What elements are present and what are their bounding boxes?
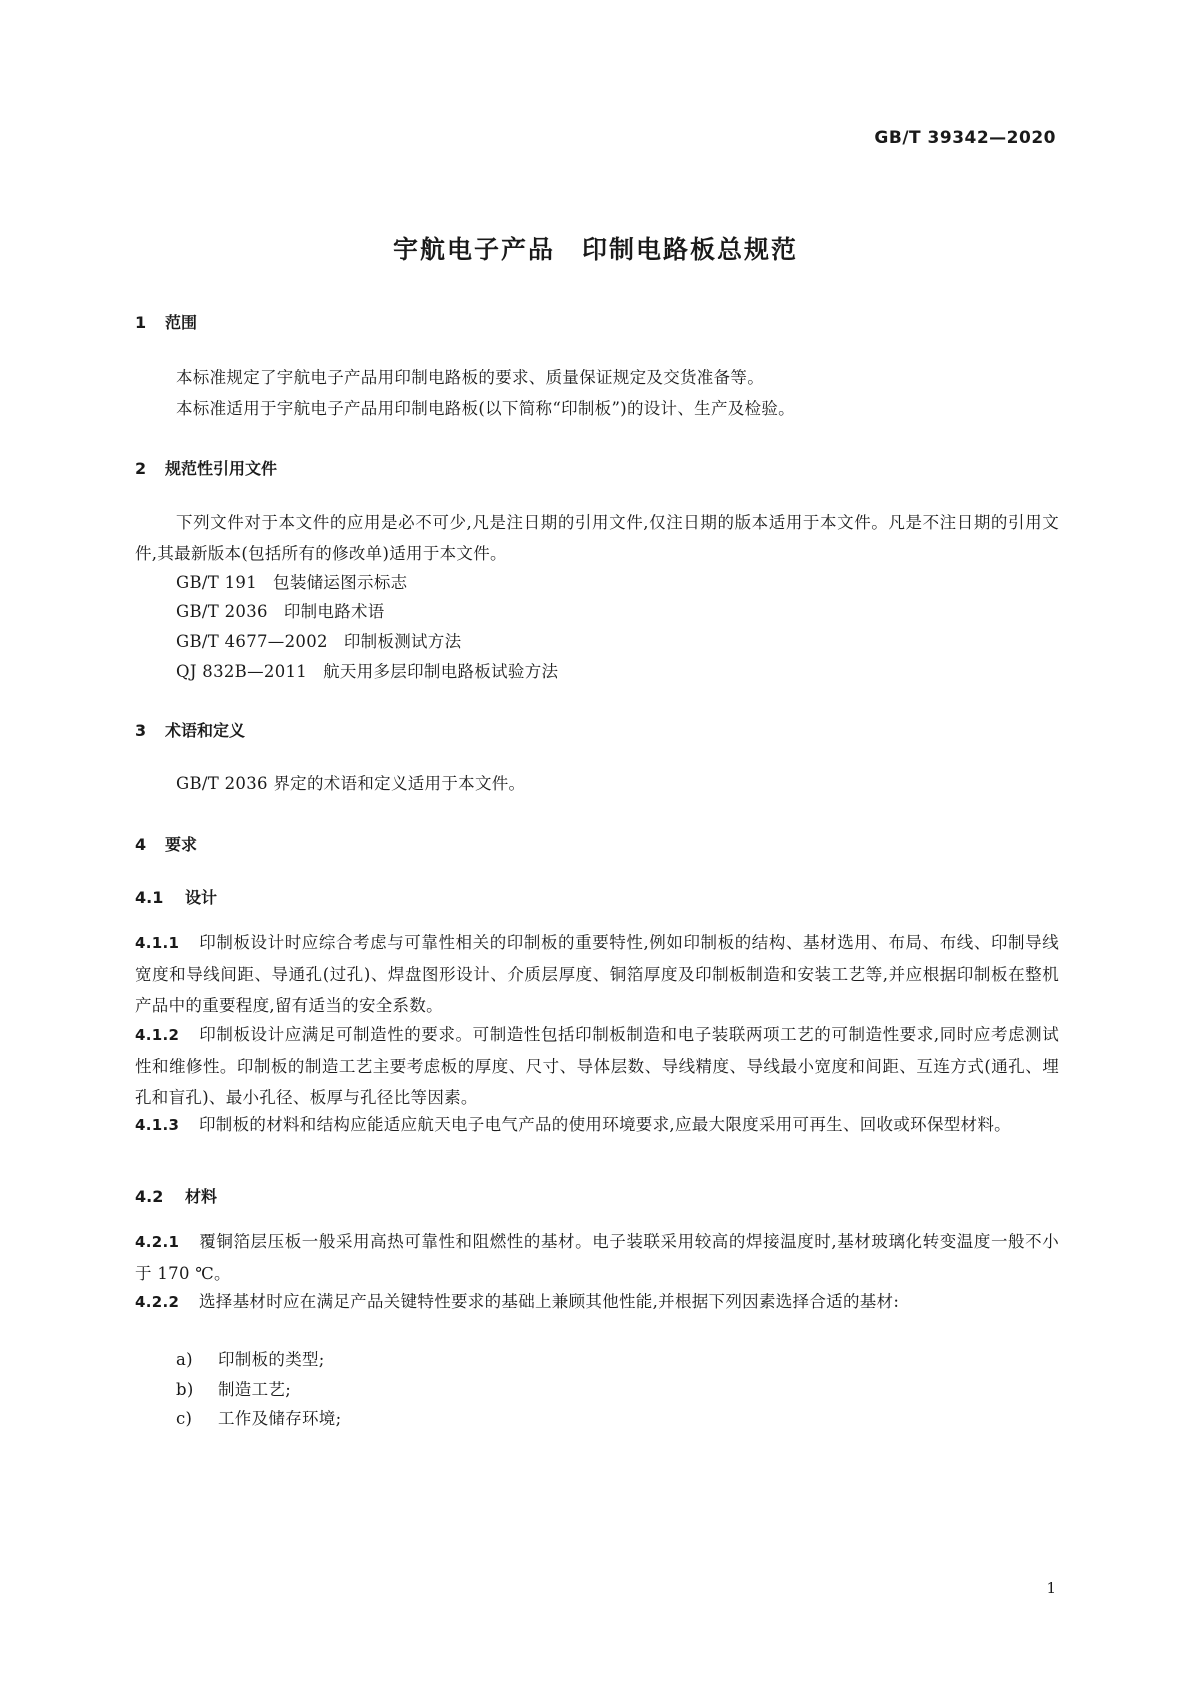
subsection-heading-materials [135, 1184, 217, 1207]
list-marker: c) [176, 1409, 193, 1428]
reference-item [176, 658, 558, 682]
section-number: 4 [135, 835, 147, 854]
subsection-heading-design [135, 885, 217, 908]
reference-code: GB/T 4677—2002 [176, 632, 328, 651]
list-text: 印制板的类型; [218, 1350, 325, 1369]
paragraph: 本标准规定了宇航电子产品用印制电路板的要求、质量保证规定及交货准备等。 [176, 368, 764, 387]
list-text: 工作及储存环境; [218, 1409, 342, 1428]
paragraph: GB/T 2036 界定的术语和定义适用于本文件。 [176, 774, 526, 793]
clause-4-1-2 [135, 1019, 1059, 1113]
section-title: 术语和定义 [165, 721, 246, 740]
subsection-title: 材料 [185, 1187, 218, 1206]
paragraph: 下列文件对于本文件的应用是必不可少,凡是注日期的引用文件,仅注日期的版本适用于本文件。凡是不注日期的引用文件,其最新版本(包括所有的修改单)适用于本文件。 [135, 513, 1059, 563]
section-title: 范围 [165, 313, 198, 332]
reference-title: 包装储运图示标志 [273, 573, 408, 592]
clause-number: 4.1.3 [135, 1116, 180, 1134]
section-title: 要求 [165, 835, 198, 854]
section-heading-normative-references [135, 456, 277, 479]
reference-item [176, 569, 407, 593]
section-title: 规范性引用文件 [165, 459, 278, 478]
clause-number: 4.1.2 [135, 1026, 180, 1044]
list-item [176, 1376, 291, 1400]
section-heading-requirements [135, 832, 197, 855]
subsection-number: 4.1 [135, 888, 164, 907]
page-number: 1 [1046, 1579, 1056, 1597]
section-number: 1 [135, 313, 147, 332]
subsection-number: 4.2 [135, 1187, 164, 1206]
section-number: 2 [135, 459, 147, 478]
clause-number: 4.1.1 [135, 934, 180, 952]
section-heading-scope [135, 310, 197, 333]
reference-code: QJ 832B—2011 [176, 662, 308, 681]
clause-4-1-1 [135, 927, 1059, 1021]
list-text: 制造工艺; [218, 1380, 292, 1399]
list-item [176, 1346, 325, 1370]
reference-title: 印制板测试方法 [343, 632, 462, 651]
section-number: 3 [135, 721, 147, 740]
standard-code: GB/T 39342—2020 [874, 128, 1056, 148]
reference-item [176, 628, 461, 652]
clause-text: 选择基材时应在满足产品关键特性要求的基础上兼顾其他性能,并根据下列因素选择合适的基材: [199, 1292, 900, 1311]
reference-title: 印制电路术语 [283, 602, 385, 621]
list-item [176, 1405, 341, 1429]
clause-4-2-1 [135, 1226, 1059, 1289]
clause-4-2-2 [135, 1286, 1059, 1318]
clause-number: 4.2.2 [135, 1293, 180, 1311]
clause-text: 印制板设计时应综合考虑与可靠性相关的印制板的重要特性,例如印制板的结构、基材选用、布局、布线、印制导线宽度和导线间距、导通孔(过孔)、焊盘图形设计、介质层厚度、铜箔厚度及印制板制造和安装工艺等,并应根据印制板在整机产品中的重要程度,留有适当的安全系数。 [135, 933, 1059, 1015]
section-heading-terms [135, 718, 245, 741]
clause-text: 覆铜箔层压板一般采用高热可靠性和阻燃性的基材。电子装联采用较高的焊接温度时,基材玻璃化转变温度一般不小于 170 ℃。 [135, 1232, 1059, 1283]
reference-item [176, 598, 385, 622]
list-marker: b) [176, 1380, 194, 1399]
clause-text: 印制板设计应满足可制造性的要求。可制造性包括印制板制造和电子装联两项工艺的可制造性要求,同时应考虑测试性和维修性。印制板的制造工艺主要考虑板的厚度、尺寸、导体层数、导线精度、导线最小宽度和间距、互连方式(通孔、埋孔和盲孔)、最小孔径、板厚与孔径比等因素。 [135, 1025, 1059, 1107]
paragraph: 本标准适用于宇航电子产品用印制电路板(以下简称“印制板”)的设计、生产及检验。 [176, 399, 795, 418]
clause-text: 印制板的材料和结构应能适应航天电子电气产品的使用环境要求,应最大限度采用可再生、回收或环保型材料。 [199, 1115, 1011, 1134]
clause-4-1-3 [135, 1109, 1059, 1141]
document-title: 宇航电子产品 印制电路板总规范 [392, 235, 798, 264]
reference-code: GB/T 2036 [176, 602, 268, 621]
clause-number: 4.2.1 [135, 1233, 180, 1251]
subsection-title: 设计 [185, 888, 218, 907]
reference-code: GB/T 191 [176, 573, 258, 592]
reference-title: 航天用多层印制电路板试验方法 [323, 662, 559, 681]
list-marker: a) [176, 1350, 193, 1369]
